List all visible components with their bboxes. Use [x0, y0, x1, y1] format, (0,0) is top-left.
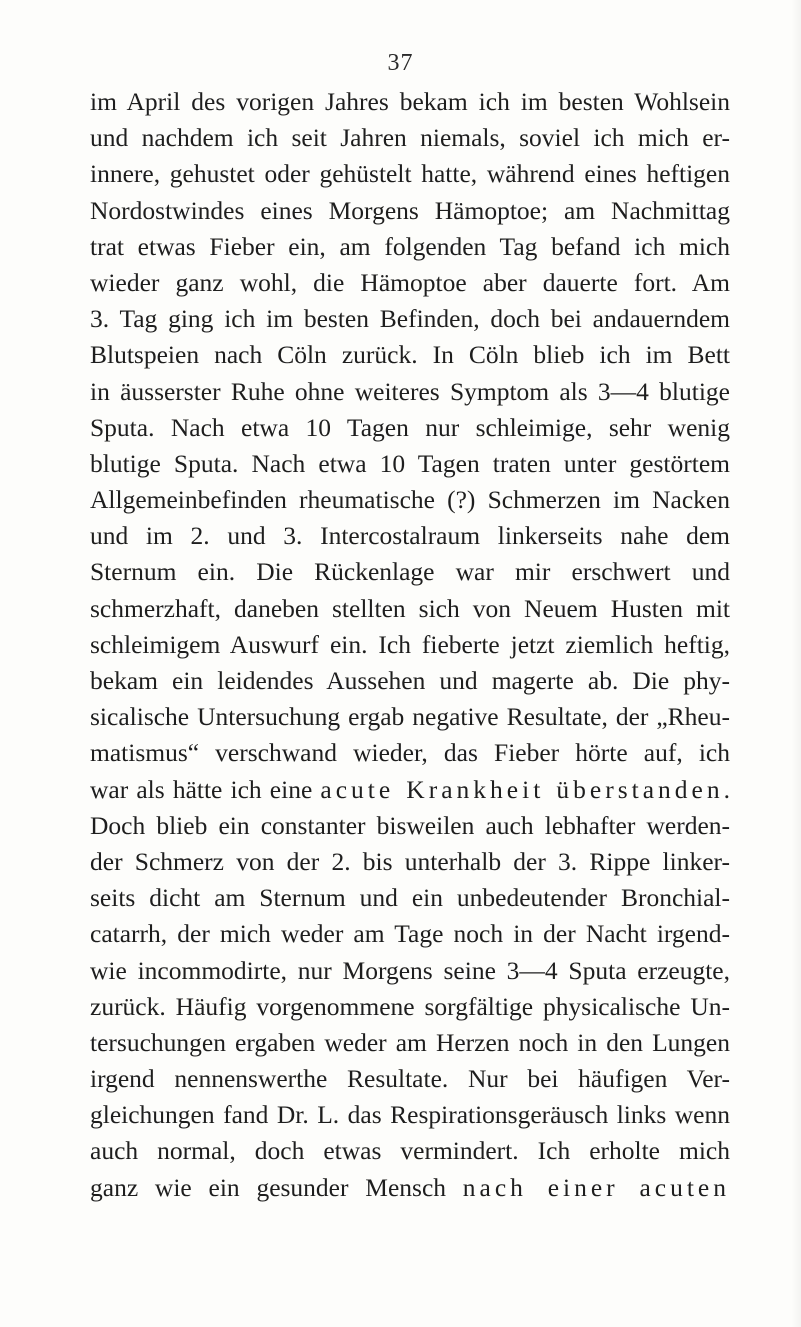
text-line: tersuchungen ergaben weder am Herzen noch in den Lungen: [90, 1027, 730, 1057]
text-line: Doch blieb ein constanter bisweilen auch lebhafter werden-: [90, 810, 730, 840]
text-line: zurück. Häufig vorgenommene sorgfältige physicalische Un-: [90, 991, 730, 1021]
text-line: in äusserster Ruhe ohne weiteres Symptom als 3—4 blutige: [90, 376, 730, 406]
text-line: innere, gehustet oder gehüstelt hatte, während eines heftigen: [90, 159, 730, 189]
text-line: sicalische Untersuchung ergab negative Resultate, der „Rheu-: [90, 702, 730, 732]
text-line: war als hätte ich eine acute Krankheit überstanden.: [90, 774, 730, 804]
text-line: matismus“ verschwand wieder, das Fieber hörte auf, ich: [90, 738, 730, 768]
text-line: schmerzhaft, daneben stellten sich von Neuem Husten mit: [90, 593, 730, 623]
text-line: ganz wie ein gesunder Mensch nach einer acuten: [90, 1172, 730, 1202]
text-line: und im 2. und 3. Intercostalraum linkerseits nahe dem: [90, 521, 730, 551]
text-line: schleimigem Auswurf ein. Ich fieberte jetzt ziemlich heftig,: [90, 629, 730, 659]
text-line: und nachdem ich seit Jahren niemals, soviel ich mich er-: [90, 123, 730, 153]
text-line: Sputa. Nach etwa 10 Tagen nur schleimige, sehr wenig: [90, 412, 730, 442]
text-line: auch normal, doch etwas vermindert. Ich erholte mich: [90, 1136, 730, 1166]
text-line: Allgemeinbefinden rheumatische (?) Schmerzen im Nacken: [90, 485, 730, 515]
text-line: bekam ein leidendes Aussehen und magerte ab. Die phy-: [90, 666, 730, 695]
text-line: blutige Sputa. Nach etwa 10 Tagen traten unter gestörtem: [90, 448, 730, 478]
text-line: trat etwas Fieber ein, am folgenden Tag befand ich mich: [90, 231, 730, 261]
text-line: irgend nennenswerthe Resultate. Nur bei häufigen Ver-: [90, 1064, 730, 1094]
emphasized-phrase: nach einer acuten: [462, 1172, 730, 1202]
text-line: seits dicht am Sternum und ein unbedeutender Bronchial-: [90, 883, 730, 913]
text-line: gleichungen fand Dr. L. das Respirationsgeräusch links wenn: [90, 1100, 730, 1130]
page-number: 37: [387, 50, 414, 76]
text-line: wieder ganz wohl, die Hämoptoe aber dauerte fort. Am: [90, 267, 730, 297]
text-line: wie incommodirte, nur Morgens seine 3—4 Sputa erzeugte,: [90, 955, 730, 985]
text-line: Blutspeien nach Cöln zurück. In Cöln blieb ich im Bett: [90, 340, 730, 370]
text-line: Nordostwindes eines Morgens Hämoptoe; am Nachmittag: [90, 195, 730, 225]
text-line: im April des vorigen Jahres bekam ich im besten Wohlsein: [90, 87, 730, 116]
text-line: Sternum ein. Die Rückenlage war mir erschwert und: [90, 557, 730, 587]
text-line: der Schmerz von der 2. bis unterhalb der 3. Rippe linker-: [90, 846, 730, 876]
text-line: 3. Tag ging ich im besten Befinden, doch bei andauerndem: [90, 304, 730, 334]
page-edge-shadow: [791, 0, 801, 1327]
emphasized-phrase: acute Krankheit überstanden: [320, 774, 724, 804]
body-text: [90, 84, 730, 1206]
text-line: catarrh, der mich weder am Tage noch in der Nacht irgend-: [90, 919, 730, 949]
